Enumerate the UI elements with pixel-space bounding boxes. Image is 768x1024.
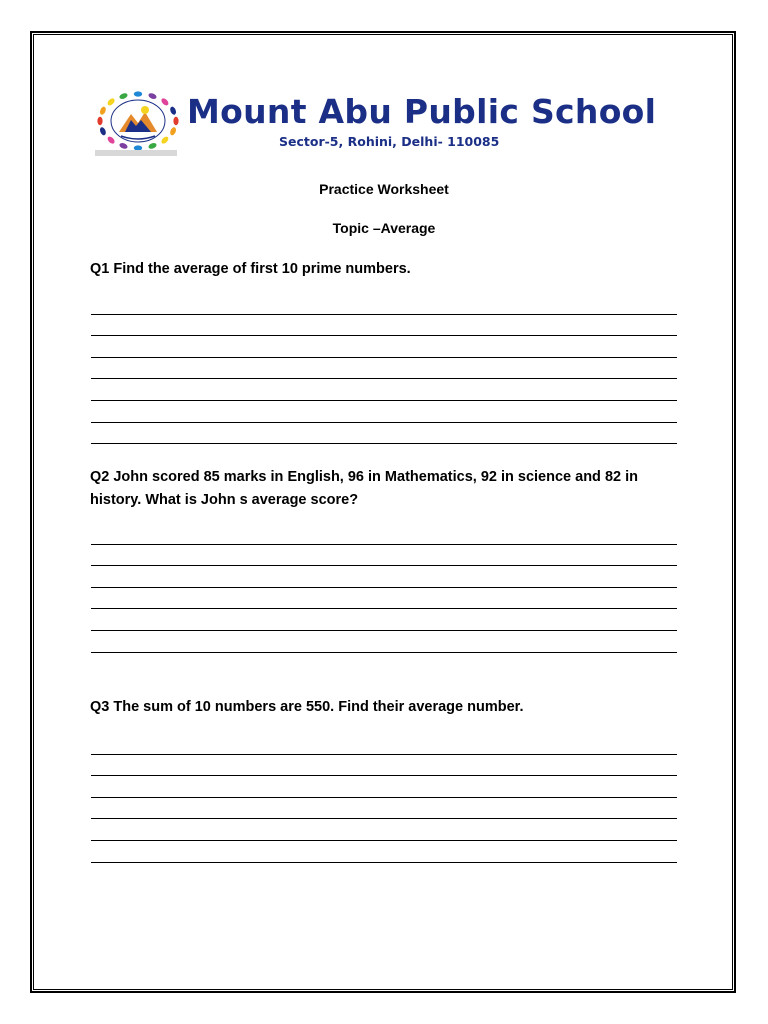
answer-line	[91, 566, 677, 588]
answer-line	[91, 523, 677, 545]
answer-line	[91, 819, 677, 841]
answer-line	[91, 293, 677, 315]
logo-ring-dot	[160, 135, 170, 145]
answer-line	[91, 631, 677, 653]
logo-ring-dot	[99, 126, 107, 136]
logo-ring-dot	[148, 142, 158, 150]
logo-ring-dot	[169, 126, 177, 136]
logo-underline	[95, 150, 177, 156]
worksheet-topic: Topic –Average	[332, 220, 436, 236]
answer-lines-1	[91, 293, 677, 444]
worksheet-title: Practice Worksheet	[319, 181, 449, 197]
logo-ring-dot	[160, 97, 170, 107]
answer-line	[91, 588, 677, 610]
answer-lines-2	[91, 523, 677, 653]
logo-ring-dot	[119, 142, 129, 150]
answer-line	[91, 545, 677, 567]
logo-ring-dot	[99, 106, 107, 116]
answer-line	[91, 798, 677, 820]
answer-line	[91, 336, 677, 358]
answer-line	[91, 401, 677, 423]
logo-ring-dot	[173, 117, 178, 125]
answer-line	[91, 315, 677, 337]
logo-ring-dot	[106, 97, 116, 107]
answer-line	[91, 379, 677, 401]
question-2: Q2 John scored 85 marks in English, 96 in Mathematics, 92 in science and 82 in history. What is John s average score?	[90, 469, 638, 508]
answer-line	[91, 358, 677, 380]
logo-ring-dot	[169, 106, 177, 116]
answer-line	[91, 733, 677, 755]
question-1: Q1 Find the average of first 10 prime numbers.	[90, 261, 411, 277]
school-name: Mount Abu Public School	[187, 92, 657, 131]
logo-ring-dot	[119, 92, 129, 100]
school-logo	[95, 90, 181, 152]
answer-line	[91, 423, 677, 445]
answer-line	[91, 755, 677, 777]
logo-ring-dot	[106, 135, 116, 145]
question-3: Q3 The sum of 10 numbers are 550. Find their average number.	[90, 699, 524, 715]
school-header	[95, 90, 657, 160]
answer-line	[91, 776, 677, 798]
answer-lines-3	[91, 733, 677, 863]
answer-line	[91, 841, 677, 863]
answer-line	[91, 609, 677, 631]
logo-ring-dot	[134, 91, 142, 96]
logo-ring-dot	[97, 117, 102, 125]
school-address: Sector-5, Rohini, Delhi- 110085	[279, 134, 500, 149]
logo-ring-dot	[148, 92, 158, 100]
